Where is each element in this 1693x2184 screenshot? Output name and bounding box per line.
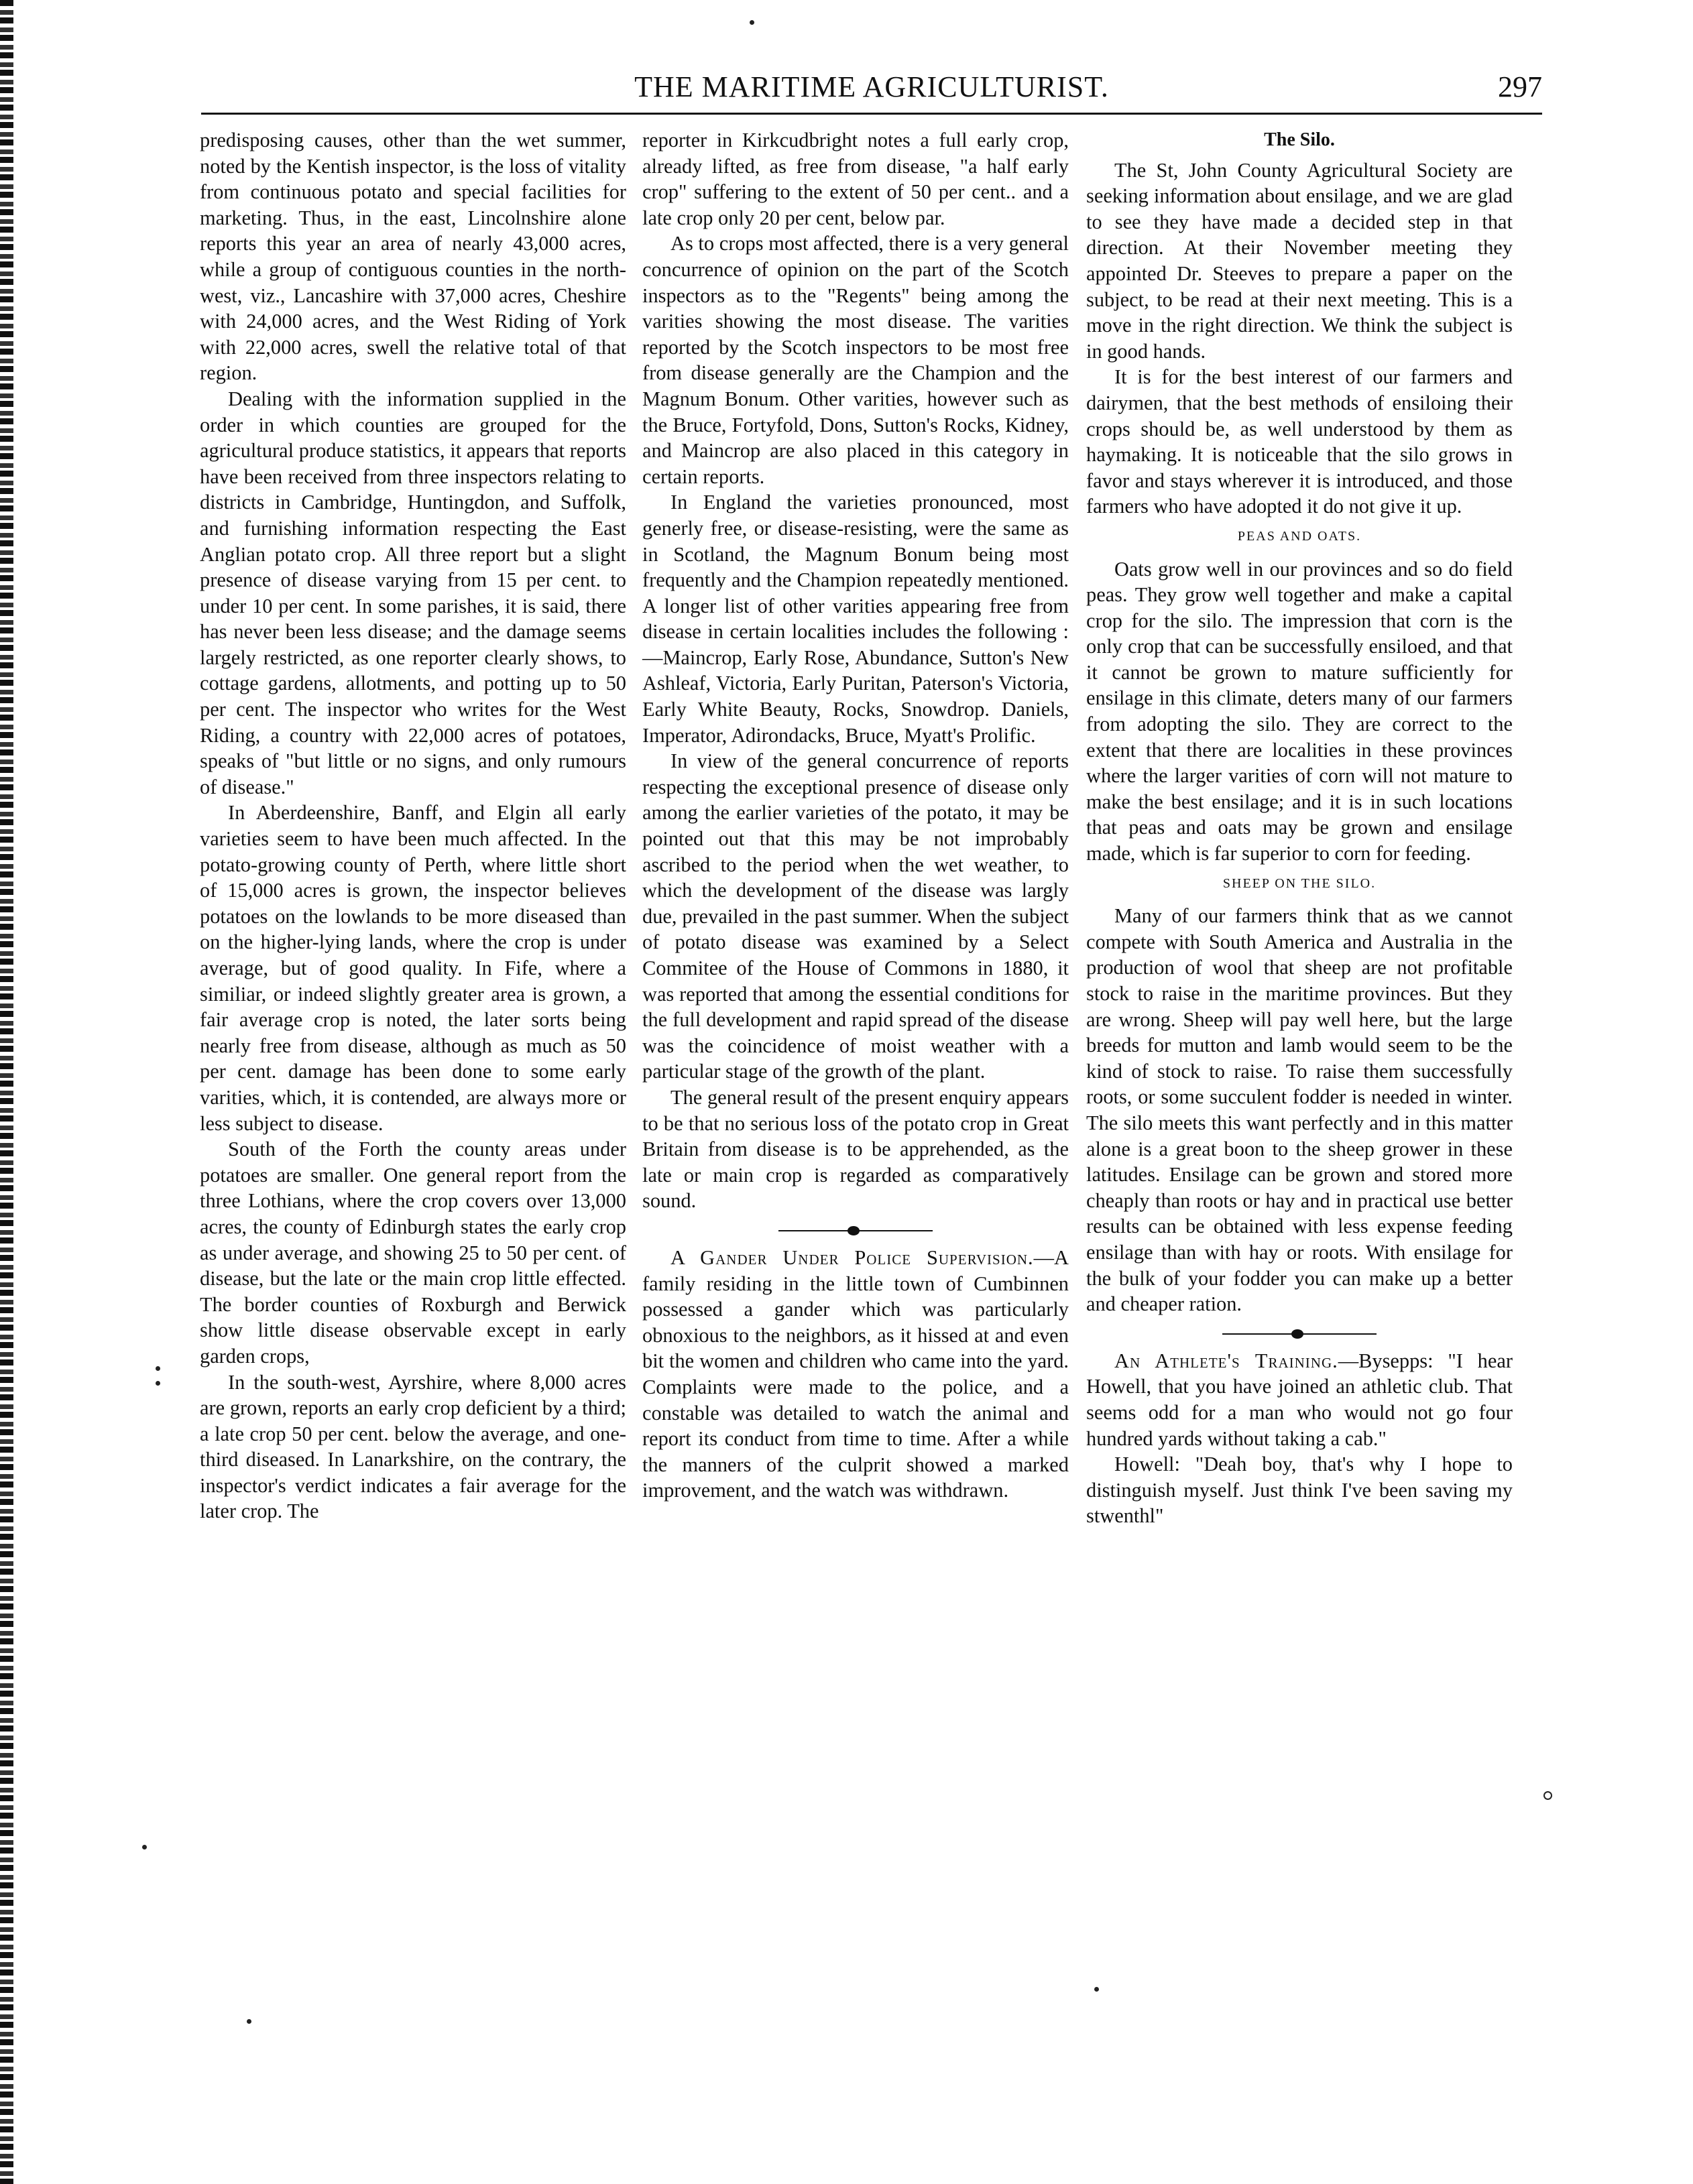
- scan-speck: [1094, 1987, 1099, 1992]
- running-title: THE MARITIME AGRICULTURIST.: [634, 70, 1109, 103]
- scan-speck: [156, 1366, 160, 1371]
- scan-speck: [142, 1845, 147, 1849]
- athlete-body: —Bysepps: "I hear Howell, that you have joined an athletic club. That seems odd for a man who would not go four hundred yards without taking a cab.": [1086, 1349, 1513, 1450]
- silo-title: The Silo.: [1264, 129, 1335, 150]
- paragraph: In view of the general concurrence of reports respecting the exceptional presence of disease only among the earlier varieties of the potato, it may be pointed out that this may be not improbably ascribed to the period when the wet weather, to which the development of the disease was largly due, prevailed in the past summer. When the subject of potato disease was examined by a Select Commitee of the House of Commons in 1880, it was reported that among the essential conditions for the full development and rapid spread of the disease was the coincidence of moist weather with a particular stage of the growth of the plant.: [642, 749, 1069, 1083]
- paragraph: Howell: "Deah boy, that's why I hope to distinguish myself. Just think I've been saving my stwenthl": [1086, 1453, 1513, 1528]
- gander-title: A Gander Under Police Supervision.: [670, 1246, 1034, 1269]
- paragraph: Many of our farmers think that as we cannot compete with South America and Australia in the production of wool that sheep are not profitable stock to raise in the maritime provinces. But they are wrong. Sheep will pay well here, but the large breeds for mutton and lamb would seem to be the kind of stock to raise. To raise them successfully roots, or some succulent fodder is needed in winter. The silo meets this want perfectly and in this matter alone is a great boon to the sheep grower in these latitudes. Ensilage can be grown and stored more cheaply than roots or hay and in practical use better results can be obtained with less expense feeding ensilage than with hay or roots. With ensilage for the bulk of your fodder you can make up a better and cheaper ration.: [1086, 904, 1513, 1316]
- column-2: [642, 127, 1069, 1504]
- scan-speck: [1543, 1791, 1552, 1800]
- athlete-title: An Athlete's Training.: [1114, 1349, 1338, 1372]
- scan-speck: [156, 1381, 160, 1386]
- gander-article: [642, 1245, 1069, 1504]
- paragraph: It is for the best interest of our farmers and dairymen, that the best methods of ensiloing their crops should be, as well understood by them as haymaking. It is noticeable that the silo grows in favor and stays wherever it is introduced, and those farmers who have adopted it do not give it up.: [1086, 365, 1513, 518]
- scanned-binding-edge: [0, 0, 13, 2184]
- page-number: 297: [1498, 70, 1542, 103]
- section-divider: [778, 1226, 933, 1235]
- scan-speck: [750, 20, 754, 25]
- paragraph: The St, John County Agricultural Society are seeking information about ensilage, and we are glad to see they have made a decided step in that direction. At their November meeting they appointed Dr. Steeves to prepare a paper on the subject, to be read at their next meeting. This is a move in the right direction. We think the subject is in good hands.: [1086, 158, 1513, 363]
- paragraph: In England the varieties pronounced, most generly free, or disease-resisting, were the same as in Scotland, the Magnum Bonum being most frequently and the Champion repeatedly mentioned. A longer list of other varities appearing free from disease in certain localities includes the following :—Maincrop, Early Rose, Abundance, Sutton's New Ashleaf, Victoria, Early Puritan, Paterson's Victoria, Early White Beauty, Rocks, Snowdrop. Daniels, Imperator, Adirondacks, Bruce, Myatt's Prolific.: [642, 491, 1069, 747]
- gander-body: —A family residing in the little town of Cumbinnen possessed a gander which was particularly obnoxious to the neighbors, as it hissed at and even bit the women and children who came into the yard. Complaints were made to the police, and a constable was detailed to watch the animal and report its conduct from time to time. After a while the manners of the culprit showed a marked improvement, and the watch was withdrawn.: [642, 1246, 1069, 1502]
- header-rule: [201, 113, 1542, 115]
- paragraph: In the south-west, Ayrshire, where 8,000 acres are grown, reports an early crop deficient by a third; a late crop 50 per cent. below the average, and one-third diseased. In Lanarkshire, on the contrary, the inspector's verdict indicates a fair average for the later crop. The: [200, 1370, 626, 1523]
- paragraph: South of the Forth the county areas under potatoes are smaller. One general report from the three Lothians, where the crop covers over 13,000 acres, the county of Edinburgh states the early crop as under average, and showing 25 to 50 per cent. of disease, but the late or the main crop little effected. The border counties of Roxburgh and Berwick show little disease observable except in early garden crops,: [200, 1138, 626, 1368]
- paragraph: The general result of the present enquiry appears to be that no serious loss of the potato crop in Great Britain from disease is to be apprehended, as the late or main crop is regarded as comparatively sound.: [642, 1085, 1069, 1213]
- peas-oats-heading: PEAS AND OATS.: [1237, 528, 1362, 544]
- column-3: [1086, 127, 1513, 1529]
- column-1: [200, 127, 626, 1524]
- athlete-article: [1086, 1348, 1513, 1451]
- paragraph: predisposing causes, other than the wet summer, noted by the Kentish inspector, is the loss of vitality from continuous potato and special facilities for marketing. Thus, in the east, Lincolnshire alone reports this year an area of nearly 43,000 acres, while a group of contiguous counties in the north-west, viz., Lancashire with 37,000 acres, Cheshire with 24,000 acres, and the West Riding of York with 22,000 acres, swell the relative total of that region.: [200, 129, 626, 385]
- sheep-heading: SHEEP ON THE SILO.: [1222, 875, 1377, 891]
- paragraph: Dealing with the information supplied in the order in which counties are grouped for the agricultural produce statistics, it appears that reports have been received from three inspectors relating to districts in Cambridge, Huntingdon, and Suffolk, and furnishing information respecting the East Anglian potato crop. All three report but a slight presence of disease varying from 15 per cent. to under 10 per cent. In some parishes, it is said, there has never been less disease; and the damage seems largely restricted, as one reporter clearly shows, to cottage gardens, allotments, and potting up to 50 per cent. The inspector who writes for the West Riding, a country with 22,000 acres of potatoes, speaks of "but little or no signs, and only rumours of disease.": [200, 387, 626, 798]
- scan-speck: [247, 2019, 251, 2024]
- paragraph: Oats grow well in our provinces and so do field peas. They grow well together and make a capital crop for the silo. The impression that corn is the only crop that can be successfully ensiloed, and that it cannot be grown to mature sufficiently for ensilage in this climate, deters many of our farmers from adopting the silo. They are correct to the extent that there are localities in these provinces where the larger varities of corn will not mature to make the best ensilage; and it is in such locations that peas and oats may be grown and ensilage made, which is far superior to corn for feeding.: [1086, 557, 1513, 865]
- paragraph: In Aberdeenshire, Banff, and Elgin all early varieties seem to have been much affected. In the potato-growing county of Perth, where little short of 15,000 acres is grown, the inspector believes potatoes on the lowlands to be more diseased than on the higher-lying lands, where the crop is under average, but of good quality. In Fife, where a similiar, or indeed slightly greater area is grown, a fair average crop is noted, the later sorts being nearly free from disease, although as much as 50 per cent. damage has been done to some early varities, which, it is contended, are always more or less subject to disease.: [200, 801, 626, 1135]
- paragraph: reporter in Kirkcudbright notes a full early crop, already lifted, as free from disease, "a half early crop" suffering to the extent of 50 per cent.. and a late crop only 20 per cent, below par.: [642, 129, 1069, 229]
- paragraph: As to crops most affected, there is a very general concurrence of opinion on the part of the Scotch inspectors as to the "Regents" being among the varities showing the most disease. The varities reported by the Scotch inspectors to be most free from disease generally are the Champion and the Magnum Bonum. Other varities, however such as the Bruce, Fortyfold, Dons, Sutton's Rocks, Kidney, and Maincrop are also placed in this category in certain reports.: [642, 232, 1069, 488]
- page-header: [201, 70, 1542, 111]
- section-divider: [1222, 1329, 1377, 1339]
